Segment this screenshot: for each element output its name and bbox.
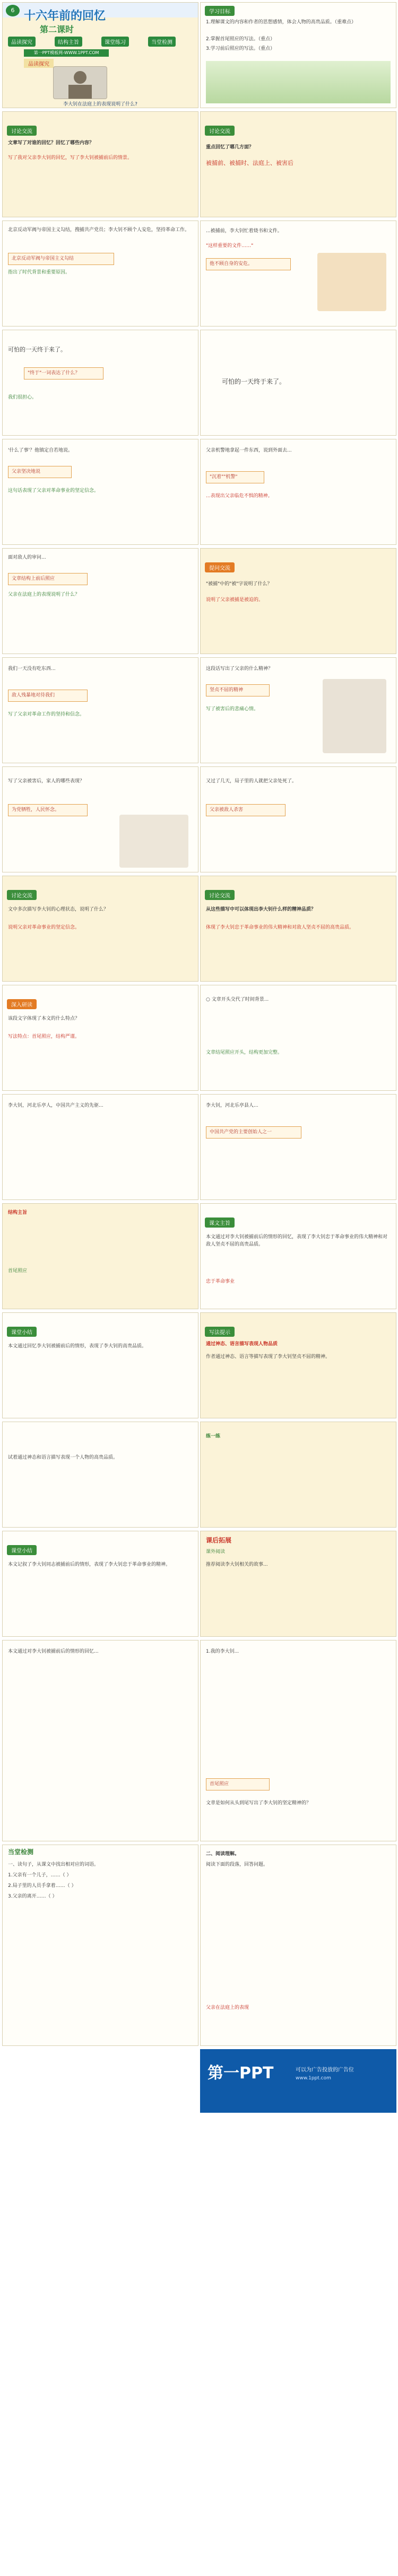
slide-essay — [2, 1640, 198, 1841]
extension-sub: 课外阅读 — [206, 1549, 226, 1555]
calm-note: 这句话表现了父亲对革命事业的坚定信念。 — [8, 488, 99, 493]
reading-q: 文章是如何从头到尾写出了李大钊的坚定精神的？ — [206, 1801, 312, 1806]
slide-dread-2 — [200, 330, 396, 436]
quality-q: 从这些描写中可以体现出李大钊什么样的精神品质？ — [206, 907, 316, 912]
killed-text: 又过了几天，局子里的人就把父亲处死了。 — [206, 779, 297, 784]
slide-arrested — [200, 548, 396, 654]
slide-alert — [200, 439, 396, 545]
slide-writing-tip — [200, 1312, 396, 1418]
recap-tag: 课堂小结 — [7, 1327, 37, 1337]
dread-text-2: 可怕的一天终于来了。 — [222, 378, 286, 385]
summary-map-title: 结构主旨 — [8, 1210, 28, 1215]
burn-quote: "这样重要的文件……" — [206, 243, 254, 249]
ending-tag: 深入研读 — [7, 999, 37, 1009]
cruelty-text: 我们一天没有吃东西... — [8, 666, 56, 672]
ppt-slogan: 可以为广告投放的广告位 — [296, 2067, 354, 2073]
calm-text: '什么了事'？他镇定自若地说。 — [8, 448, 73, 453]
focus-a: 被捕前、被捕时、法庭上、被害后 — [206, 160, 293, 166]
tip-title: 通过神态、语言描写表现人物品质 — [206, 1342, 278, 1347]
mind-a: 说明父亲对革命事业的坚定信念。 — [8, 925, 80, 930]
structure-note: 文章结尾照应开头，结构更加完整。 — [206, 1050, 283, 1055]
lesson-number-badge: 6 — [6, 5, 20, 16]
slide-summary-map — [2, 1203, 198, 1309]
slide-theme — [200, 1203, 396, 1309]
goals-image — [206, 61, 391, 103]
test-item-3: 2.局子里的人员手拿着……（ ） — [8, 1883, 76, 1889]
structure-text: ○ 文章开头交代了时间背景... — [206, 997, 269, 1002]
portrait-icon — [54, 67, 107, 99]
nav-pill-3[interactable]: 课堂练习 — [101, 37, 129, 47]
alert-text: 父亲机警地拿起一件东西，说到外面去... — [206, 448, 292, 453]
alert-hl1: "沉着""机警" — [206, 471, 264, 483]
spirit-hl: 坚贞不屈的精神 — [206, 684, 270, 696]
family-q: 写了父亲被害后，家人的哪些表现？ — [8, 779, 85, 784]
lesson-subtitle: 第二课时 — [40, 24, 74, 34]
practice-title: 练一练 — [206, 1434, 221, 1439]
slide-quality — [200, 876, 396, 982]
cruelty-note: 写了父亲对革命工作的坚持和信念。 — [8, 712, 85, 717]
slide-discuss-1 — [2, 111, 198, 217]
discuss-tag: 讨论交流 — [7, 126, 37, 136]
recap-text: 本文通过回忆李大钊被捕前后的情形，表现了李大钊的高贵品质。 — [8, 1344, 147, 1349]
extension-title: 课后拓展 — [206, 1537, 232, 1544]
test-title: 当堂检测 — [8, 1848, 34, 1856]
bio-text-1: 李大钊，河北乐亭人，中国共产主义的先驱... — [8, 1103, 103, 1108]
slide-background — [2, 220, 198, 327]
portrait-image — [53, 66, 107, 99]
slide-goals — [200, 2, 396, 108]
slide-test — [2, 1845, 198, 2046]
goals-tag: 学习目标 — [205, 6, 235, 16]
slide-calm — [2, 439, 198, 545]
slide-practice-2 — [200, 1422, 396, 1528]
bg-text: 北京反动军阀与帝国主义勾结，搜捕共产党员；李大钊不顾个人安危，坚持革命工作。 — [8, 227, 190, 233]
spirit-text: 这段话写出了父亲的什么精神？ — [206, 666, 273, 672]
slide-spirit — [200, 657, 396, 763]
spirit-note: 写了被害后的悲痛心情。 — [206, 707, 259, 712]
summary-map-note: 首尾照应 — [8, 1268, 28, 1274]
slide-mind — [2, 876, 198, 982]
arrested-tag: 提问交流 — [205, 562, 235, 572]
burn-text: ...被捕前，李大钊忙着烧书和文件。 — [206, 228, 282, 234]
cruelty-hl: 敌人残暴地对待我们 — [8, 690, 88, 702]
test2-q: 阅读下面的段落，回答问题。 — [206, 1862, 269, 1867]
caption-red: 品读探究 — [24, 59, 54, 68]
bio-text-2: 李大钊，河北乐亭县人... — [206, 1103, 258, 1108]
slide-killed — [200, 766, 396, 872]
extension-text: 推荐阅读李大钊相关的故事... — [206, 1562, 268, 1567]
nav-pill-4[interactable]: 当堂检测 — [148, 37, 176, 47]
slide-recap — [2, 1312, 198, 1418]
slide-reading — [200, 1640, 396, 1841]
theme-tag: 课文主旨 — [205, 1218, 235, 1228]
test-item-1: 一、读句子，从课文中找出相对应的词语。 — [8, 1862, 99, 1867]
focus-tag: 讨论交流 — [205, 126, 235, 136]
calm-hl: 父亲坚决地说 — [8, 466, 72, 478]
slide-cover — [2, 2, 198, 108]
ending-q: 该段文字体现了本文的什么特点？ — [8, 1016, 80, 1021]
dread-callout: "终于"一词表达了什么？ — [24, 367, 103, 380]
bio-hl: 中国共产党的主要创始人之一 — [206, 1126, 301, 1139]
goal-2: 2.掌握首尾照应的写法。（重点） — [206, 37, 275, 42]
court-note: 父亲在法庭上的表现说明了什么？ — [8, 592, 80, 597]
ppt-logo: 第一PPT — [207, 2064, 274, 2083]
burn-illustration — [317, 253, 386, 311]
goal-3: 3.学习前后照应的写法。（重点） — [206, 46, 275, 51]
slide-discuss-2 — [200, 111, 396, 217]
quality-a: 体现了李大钊忠于革命事业的伟大精神和对敌人坚贞不屈的高贵品质。 — [206, 925, 354, 930]
slide-structure — [200, 985, 396, 1091]
family-hl: 为党牺牲，人民怀念。 — [8, 804, 88, 816]
mind-q: 文中多次描写李大钊的心理状态，说明了什么？ — [8, 907, 109, 912]
nav-pill-2[interactable]: 结构主旨 — [55, 37, 82, 47]
court-hl: 文章结构上前后照应 — [8, 573, 88, 585]
spirit-illustration — [323, 679, 386, 753]
dread-text: 可怕的一天终于来了。 — [8, 346, 66, 353]
dread-note: 我们很担心。 — [8, 395, 37, 400]
discuss-a: 写了我对父亲李大钊的回忆，写了李大钊被捕前后的情景。 — [8, 155, 133, 161]
burn-answer: 他不顾自身的安危。 — [206, 258, 291, 270]
test-item-2: 1.父亲有一个儿子，……（ ） — [8, 1873, 72, 1878]
essay-text: 本文通过对李大钊被捕前后的情形的回忆... — [8, 1649, 99, 1654]
slide-conclusion — [2, 1531, 198, 1637]
conclusion-tag: 课堂小结 — [7, 1545, 37, 1555]
alert-hl2: ...表现出父亲临危不惧的精神。 — [206, 493, 273, 499]
nav-pill-1[interactable]: 品读探究 — [8, 37, 36, 47]
focus-q: 重点回忆了哪几方面？ — [206, 145, 254, 150]
slide-test-2 — [200, 1845, 396, 2046]
theme-text: 本文通过对李大钊被捕前后的情形的回忆，表现了李大钊忠于革命事业的伟大精神和对敌人坚贞不屈的高贵品质。 — [206, 1234, 388, 1247]
quality-tag: 讨论交流 — [205, 890, 235, 900]
court-text: 面对敌人的审问... — [8, 555, 46, 560]
ppt-footer — [200, 2049, 396, 2113]
goal-1: 1.理解课文的内容和作者的思想感情，体会人物的高贵品质。（重难点） — [206, 20, 357, 25]
reading-hl: 首尾照应 — [206, 1778, 270, 1790]
test2-hl: 父亲在法庭上的表现 — [206, 2005, 249, 2010]
test2-title: 二、阅读理解。 — [206, 1851, 240, 1857]
slide-cruelty — [2, 657, 198, 763]
ppt-sub: www.1ppt.com — [296, 2076, 331, 2081]
site-strip: 第一PPT模板网-WWW.1PPT.COM — [24, 49, 109, 57]
slide-extension — [200, 1531, 396, 1637]
bg-highlight: 北京反动军阀与帝国主义勾结 — [8, 253, 114, 265]
discuss-q: 文章写了对谁的回忆？回忆了哪些内容？ — [8, 140, 94, 146]
practice-q: 试着通过神态和语言描写表现一个人物的高贵品质。 — [8, 1455, 118, 1460]
nav-row — [8, 37, 193, 45]
slide-burning — [200, 220, 396, 327]
cover-caption: 李大钊在法庭上的表现说明了什么? — [63, 102, 137, 107]
bg-note: 指出了时代背景和重要原因。 — [8, 270, 71, 275]
tip-text: 作者通过神态、语言等描写表现了李大钊坚贞不屈的精神。 — [206, 1354, 331, 1360]
ending-a: 写法特点：首尾照应，结构严谨。 — [8, 1034, 80, 1039]
conclusion-text: 本文记叙了李大钊同志被捕前后的情形，表现了李大钊忠于革命事业的精神。 — [8, 1562, 171, 1567]
slide-practice — [2, 1422, 198, 1528]
slide-bio-1 — [2, 1094, 198, 1200]
slide-dread — [2, 330, 198, 436]
arrested-a: 说明了父亲被捕是被迫的。 — [206, 597, 264, 603]
slide-bio-2 — [200, 1094, 396, 1200]
slide-family — [2, 766, 198, 872]
cover-title: 十六年前的回忆 — [24, 9, 106, 23]
tip-tag: 写法提示 — [205, 1327, 235, 1337]
arrested-q: "被捕"中的"被"字说明了什么？ — [206, 581, 272, 587]
slide-ending — [2, 985, 198, 1091]
theme-red: 忠于革命事业 — [206, 1279, 235, 1284]
test-item-4: 3.父亲的离开……（ ） — [8, 1894, 57, 1899]
family-illustration — [119, 815, 188, 868]
mind-tag: 讨论交流 — [7, 890, 37, 900]
slide-court — [2, 548, 198, 654]
reading-text: 1.我的李大钊... — [206, 1649, 239, 1654]
killed-hl: 父亲被敌人杀害 — [206, 804, 285, 816]
